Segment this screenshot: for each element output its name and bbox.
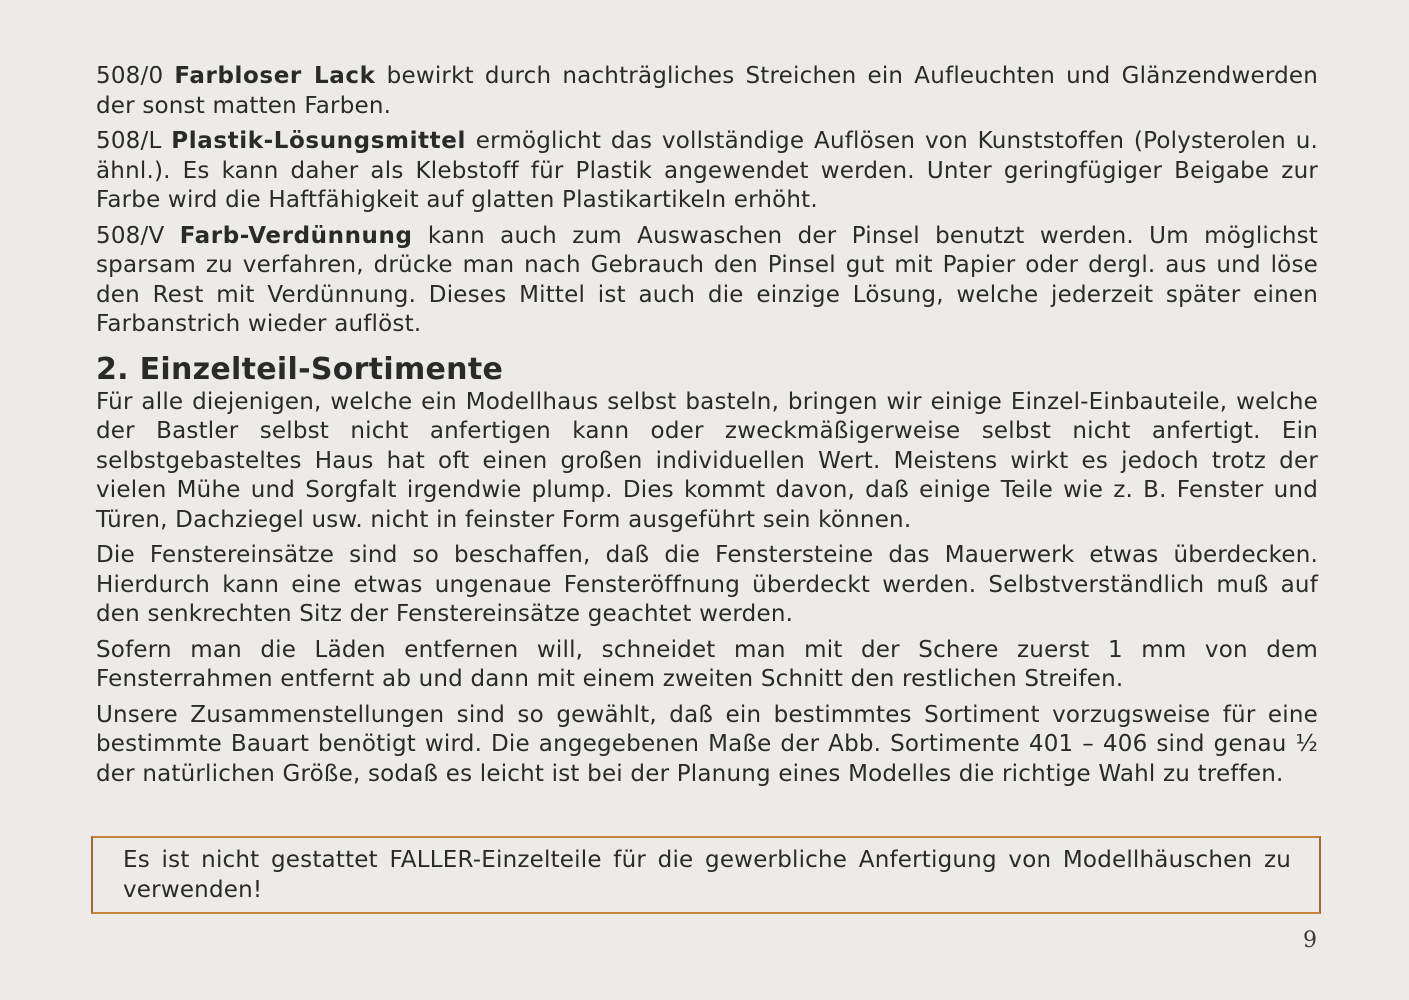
entry-farb-verduennung [96, 222, 1318, 340]
section-title: 2. Einzelteil-Sortimente [96, 351, 504, 387]
page-number: 9 [1303, 928, 1317, 953]
entry-term: Plastik-Lösungsmittel [171, 128, 466, 154]
entry-plastik-loesungsmittel [96, 127, 1318, 216]
entry-term: Farb-Verdünnung [179, 222, 413, 249]
entry-text: kann auch zum Auswaschen der Pinsel benutzt werden. Um möglichst sparsam zu verfahren, drücke man nach Gebrauch den Pinsel gut mit Papier oder dergl. aus und löse den Rest mit Verdünnung. Dieses Mittel ist auch die einzige Lösung, welche jederzeit später einen Farbanstrich wieder auflöst. [96, 222, 1319, 337]
section-paragraph: Für alle diejenigen, welche ein Modellhaus selbst basteln, bringen wir einige Einzel-Einbauteile, welche der Bastler selbst nicht anfertigen kann oder zweckmäßigerweise selbst nicht anfertigt. Ein selbstgebasteltes Haus hat oft einen großen individuellen Wert. Meistens wirkt es jedoch trotz der vielen Mühe und Sorgfalt irgendwie plump. Dies kommt davon, daß einige Teile wie z. B. Fenster und Türen, Dachziegel usw. nicht in feinster Form ausgeführt sein können. [96, 388, 1318, 533]
entry-code: 508/0 [96, 63, 164, 89]
entry-term: Farbloser Lack [174, 63, 376, 89]
entry-text: bewirkt durch nachträgliches Streichen ein Aufleuchten und Glänzendwerden der sonst matten Farben. [96, 63, 1319, 119]
notice-text: Es ist nicht gestattet FALLER-Einzelteile für die gewerbliche Anfertigung von Modellhäuschen zu verwenden! [123, 847, 1291, 903]
page-content [96, 62, 1318, 795]
entry-farbloser-lack [96, 62, 1318, 121]
section-paragraph: Unsere Zusammenstellungen sind so gewählt, daß ein bestimmtes Sortiment vorzugsweise für eine bestimmte Bauart benötigt wird. Die angegebenen Maße der Abb. Sortimente 401 – 406 sind genau ½ der natürlichen Größe, sodaß es leicht ist bei der Planung eines Modelles die richtige Wahl zu treffen. [96, 701, 1318, 787]
notice-box [91, 836, 1321, 914]
entry-code: 508/V [96, 222, 165, 249]
section-paragraph: Die Fenstereinsätze sind so beschaffen, daß die Fenstersteine das Mauerwerk etwas überdecken. Hierdurch kann eine etwas ungenaue Fensteröffnung überdeckt werden. Selbstverständlich muß auf den senkrechten Sitz der Fenstereinsätze geachtet werden. [96, 542, 1318, 627]
entry-text: ermöglicht das vollständige Auflösen von Kunststoffen (Polysterolen u. ähnl.). Es kann daher als Klebstoff für Plastik angewendet werden. Unter geringfügiger Beigabe zur Farbe wird die Haftfähigkeit auf glatten Plastikartikeln erhöht. [96, 128, 1319, 213]
entry-code: 508/L [96, 128, 162, 154]
section-paragraph: Sofern man die Läden entfernen will, schneidet man mit der Schere zuerst 1 mm von dem Fensterrahmen entfernt ab und dann mit einem zweiten Schnitt den restlichen Streifen. [96, 636, 1318, 692]
